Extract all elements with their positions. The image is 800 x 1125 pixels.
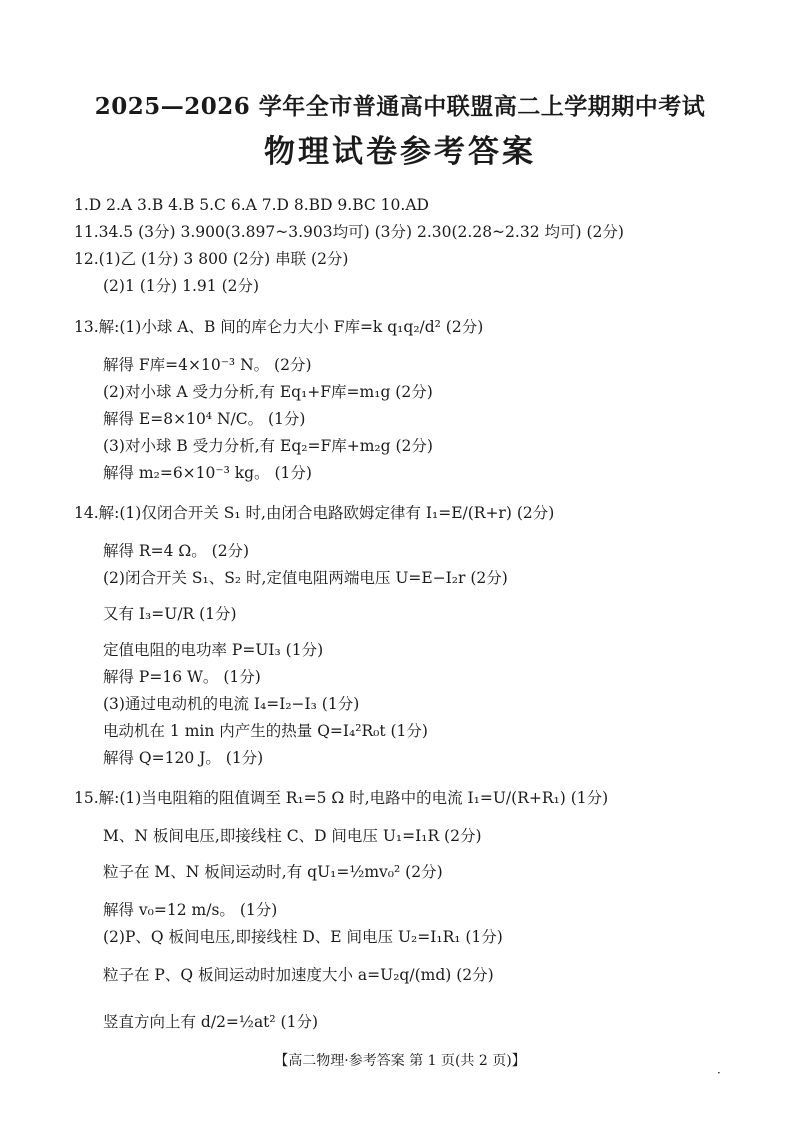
answer-line-q13-3: (2)对小球 A 受力分析,有 Eq₁+F库=m₁g (2分) <box>103 383 433 401</box>
answer-line-q13-5: (3)对小球 B 受力分析,有 Eq₂=F库+m₂g (2分) <box>103 437 433 455</box>
answer-line-q15-3: 粒子在 M、N 板间运动时,有 qU₁=½mv₀² (2分) <box>103 863 443 881</box>
answer-line-q15-1: 15.解:(1)当电阻箱的阻值调至 R₁=5 Ω 时,电路中的电流 I₁=U/(R+R₁) (1分) <box>74 789 609 807</box>
answer-line-q14-9: 解得 Q=120 J。 (1分) <box>103 749 264 767</box>
answer-line-q14-4: 又有 I₃=U/R (1分) <box>103 605 237 623</box>
answer-line-q15-5: (2)P、Q 板间电压,即接线柱 D、E 间电压 U₂=I₁R₁ (1分) <box>103 928 503 946</box>
answer-line-q14-8: 电动机在 1 min 内产生的热量 Q=I₄²R₀t (1分) <box>103 722 428 740</box>
answer-line-q13-2: 解得 F库=4×10⁻³ N。 (2分) <box>103 356 312 374</box>
answer-line-q14-6: 解得 P=16 W。 (1分) <box>103 668 261 686</box>
answer-line-q14-7: (3)通过电动机的电流 I₄=I₂−I₃ (1分) <box>103 695 360 713</box>
answer-line-q12-1: 12.(1)乙 (1分) 3 800 (2分) 串联 (2分) <box>74 250 349 268</box>
exam-title: 2025—2026 学年全市普通高中联盟高二上学期期中考试 <box>94 93 706 120</box>
answer-line-q11: 11.34.5 (3分) 3.900(3.897~3.903均可) (3分) 2.30(2.28~2.32 均可) (2分) <box>74 223 624 241</box>
answer-line-q14-3: (2)闭合开关 S₁、S₂ 时,定值电阻两端电压 U=E−I₂r (2分) <box>103 569 508 587</box>
answer-line-q13-6: 解得 m₂=6×10⁻³ kg。 (1分) <box>103 464 312 482</box>
answer-line-q15-6: 粒子在 P、Q 板间运动时加速度大小 a=U₂q/(md) (2分) <box>103 966 494 984</box>
answer-line-q15-2: M、N 板间电压,即接线柱 C、D 间电压 U₁=I₁R (2分) <box>103 827 482 845</box>
page-footer: 【高二物理·参考答案 第 1 页(共 2 页)】 <box>274 1053 526 1069</box>
answer-line-q15-4: 解得 v₀=12 m/s。 (1分) <box>103 901 278 919</box>
answer-line-q13-4: 解得 E=8×10⁴ N/C。 (1分) <box>103 410 306 428</box>
answer-line-q12-2: (2)1 (1分) 1.91 (2分) <box>103 277 260 295</box>
answer-line-q15-7: 竖直方向上有 d/2=½at² (1分) <box>103 1013 319 1031</box>
document-title: 物理试卷参考答案 <box>264 134 536 170</box>
corner-mark: · <box>717 1066 721 1080</box>
answer-line-mc: 1.D 2.A 3.B 4.B 5.C 6.A 7.D 8.BD 9.BC 10.AD <box>74 196 429 214</box>
answer-line-q14-2: 解得 R=4 Ω。 (2分) <box>103 542 250 560</box>
answer-line-q14-5: 定值电阻的电功率 P=UI₃ (1分) <box>103 641 324 659</box>
answer-line-q13-1: 13.解:(1)小球 A、B 间的库仑力大小 F库=k q₁q₂/d² (2分) <box>74 318 484 336</box>
answer-line-q14-1: 14.解:(1)仅闭合开关 S₁ 时,由闭合电路欧姆定律有 I₁=E/(R+r) (2分) <box>74 504 555 522</box>
